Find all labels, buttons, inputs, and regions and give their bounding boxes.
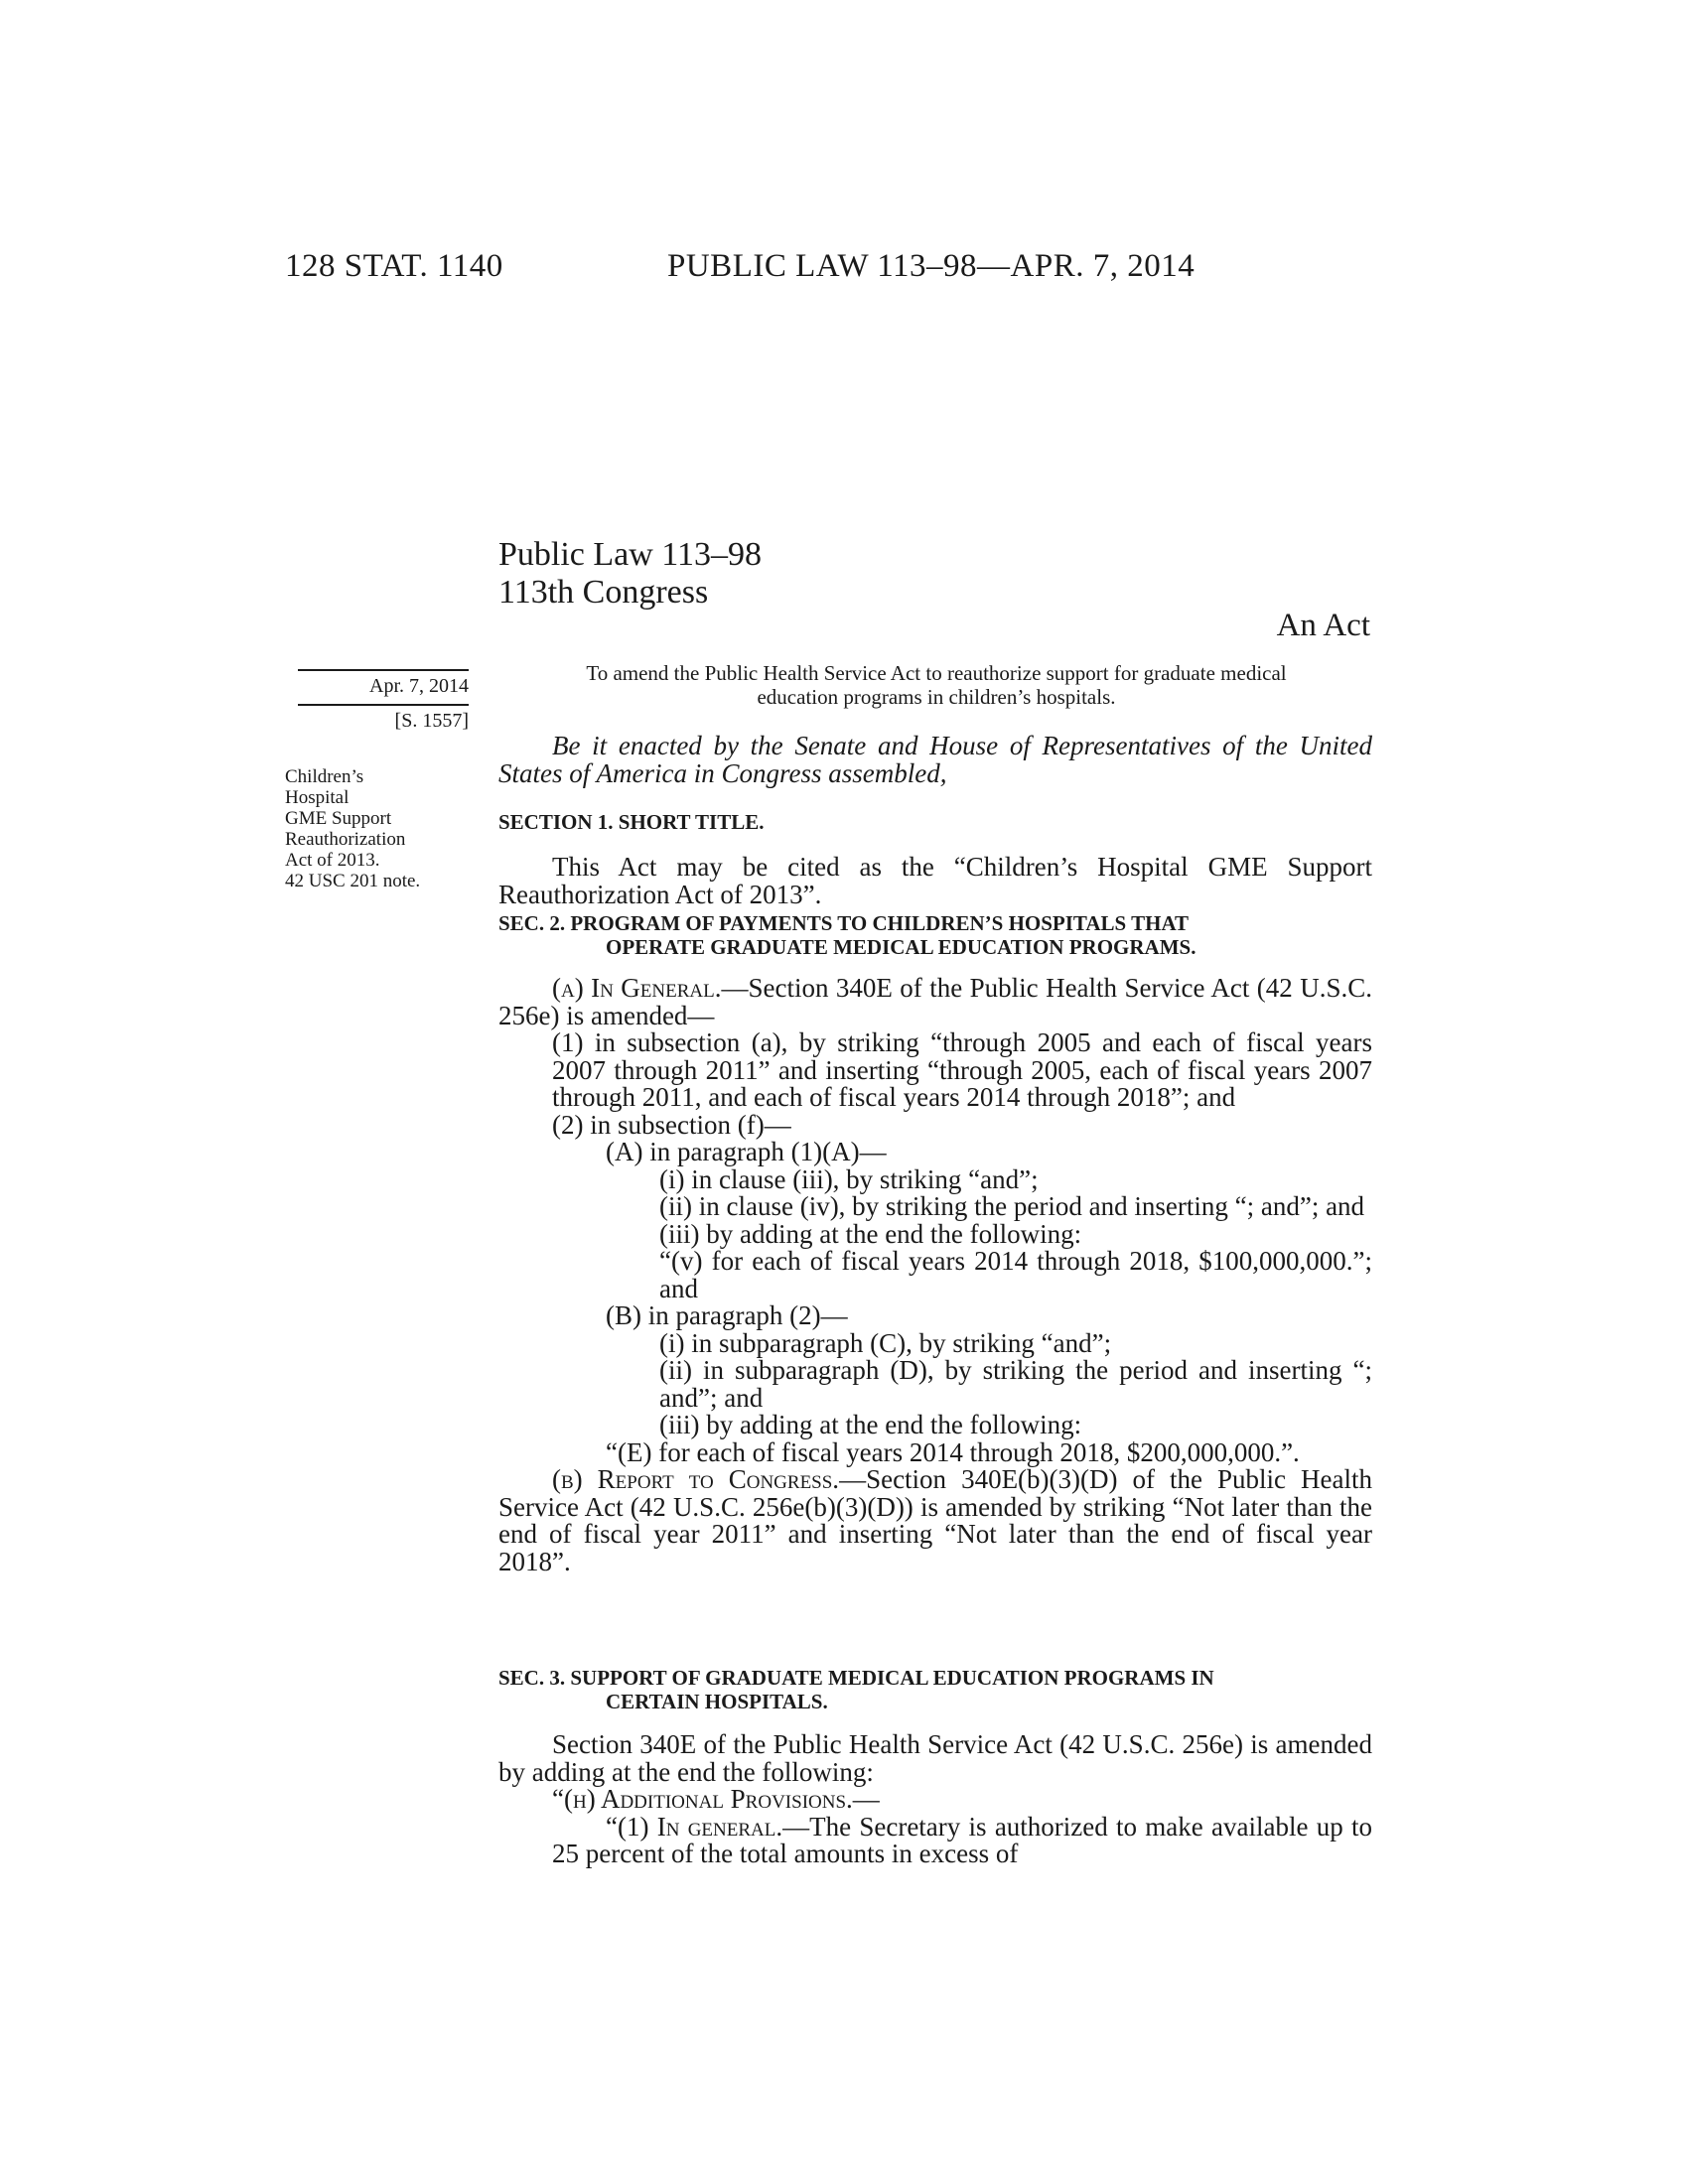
paragraph-1: (1) in subsection (a), by striking “through 2005 and each of fiscal years 2007 through 2011” and inserting “through 2005, each of fiscal years 2007 through 2011, and each of fiscal years 2014 through 2018”; and [552,1027,1372,1112]
margin-note-line: Reauthorization [285,829,406,850]
margin-note-line: Act of 2013. [285,850,380,871]
margin-rule-mid [298,704,469,706]
subsection-a-label: (a) In General. [552,973,722,1003]
margin-note-line: Hospital [285,787,350,808]
margin-date-box [298,663,469,733]
public-law-number: Public Law 113–98 [498,536,763,573]
paragraph-2: (2) in subsection (f)— [552,1109,791,1140]
clause-B-ii: (ii) in subparagraph (D), by striking the period and inserting “; and”; and [659,1355,1372,1413]
enacting-clause: Be it enacted by the Senate and House of Representatives of the United States of America in Congress assembled, [498,731,1372,788]
clause-B-iii: (iii) by adding at the end the following: [659,1410,1082,1439]
section-3 [498,1666,1372,1868]
margin-rule-top [298,669,469,671]
margin-date: Apr. 7, 2014 [369,675,469,697]
paragraph-B: (B) in paragraph (2)— [606,1300,848,1330]
purpose-line-2: education programs in children’s hospitals. [757,685,1116,709]
section-2-heading-line-2: OPERATE GRADUATE MEDICAL EDUCATION PROGRAMS. [606,935,1196,959]
margin-note-line: 42 USC 201 note. [285,871,421,891]
running-head: PUBLIC LAW 113–98—APR. 7, 2014 [667,248,1196,284]
congress-number: 113th Congress [498,574,709,611]
act-purpose [499,661,1373,709]
section-2 [498,911,1372,1575]
paragraph-h-1 [498,1811,1372,1868]
clause-B-i: (i) in subparagraph (C), by striking “and”; [659,1327,1112,1358]
subsection-b-text: —Section 340E(b)(3)(D) of the Public Health Service Act (42 U.S.C. 256e(b)(3)(D)) is amended by striking “Not later than the end of fiscal year 2011” and inserting “Not later than the end of fiscal year 2018”. [498,1464,1373,1576]
clause-A-ii: (ii) in clause (iv), by striking the period and inserting “; and”; and [659,1191,1365,1221]
margin-note-short-title [285,766,469,891]
clause-A-iii: (iii) by adding at the end the following: [659,1218,1082,1249]
margin-bill-number: [S. 1557] [394,710,469,732]
subsection-b [498,1466,1372,1575]
margin-note-line: Children’s [285,766,364,787]
clause-A-i: (i) in clause (iii), by striking “and”; [659,1163,1039,1194]
section-1-heading: SECTION 1. SHORT TITLE. [498,810,765,834]
section-1-text: This Act may be cited as the “Children’s Hospital GME Support Reauthorization Act of 2013”. [498,852,1372,909]
clause-B-E: “(E) for each of fiscal years 2014 through 2018, $200,000,000.”. [606,1436,1300,1467]
purpose-line-1: To amend the Public Health Service Act to reauthorize support for graduate medical [586,661,1287,685]
paragraph-h-1-label: “(1) In general. [606,1811,783,1842]
section-1 [498,810,1372,908]
subsection-a [498,975,1372,1029]
clause-A-v: “(v) for each of fiscal years 2014 through 2018, $100,000,000.”; and [659,1246,1372,1303]
stat-page-number: 128 STAT. 1140 [285,248,503,284]
section-3-intro: Section 340E of the Public Health Service Act (42 U.S.C. 256e) is amended by adding at the end the following: [498,1729,1372,1787]
subsection-a-text: —Section 340E of the Public Health Service Act (42 U.S.C. 256e) is amended— [498,973,1372,1030]
subsection-h: “(h) Additional Provisions.— [552,1784,880,1814]
enacting-clause-block [498,733,1372,787]
subsection-b-label: (b) Report to Congress. [552,1464,840,1494]
paragraph-A: (A) in paragraph (1)(A)— [606,1137,887,1166]
section-3-heading-line-2: CERTAIN HOSPITALS. [606,1690,828,1713]
section-2-heading-line-1: SEC. 2. PROGRAM OF PAYMENTS TO CHILDREN’S HOSPITALS THAT [498,911,1190,935]
margin-note-line: GME Support [285,808,392,829]
law-title-block [498,536,762,612]
section-3-heading-line-1: SEC. 3. SUPPORT OF GRADUATE MEDICAL EDUCATION PROGRAMS IN [498,1666,1214,1690]
paragraph-h-1-text: —The Secretary is authorized to make available up to 25 percent of the total amounts in excess of [552,1811,1372,1868]
an-act-heading: An Act [1276,608,1370,643]
